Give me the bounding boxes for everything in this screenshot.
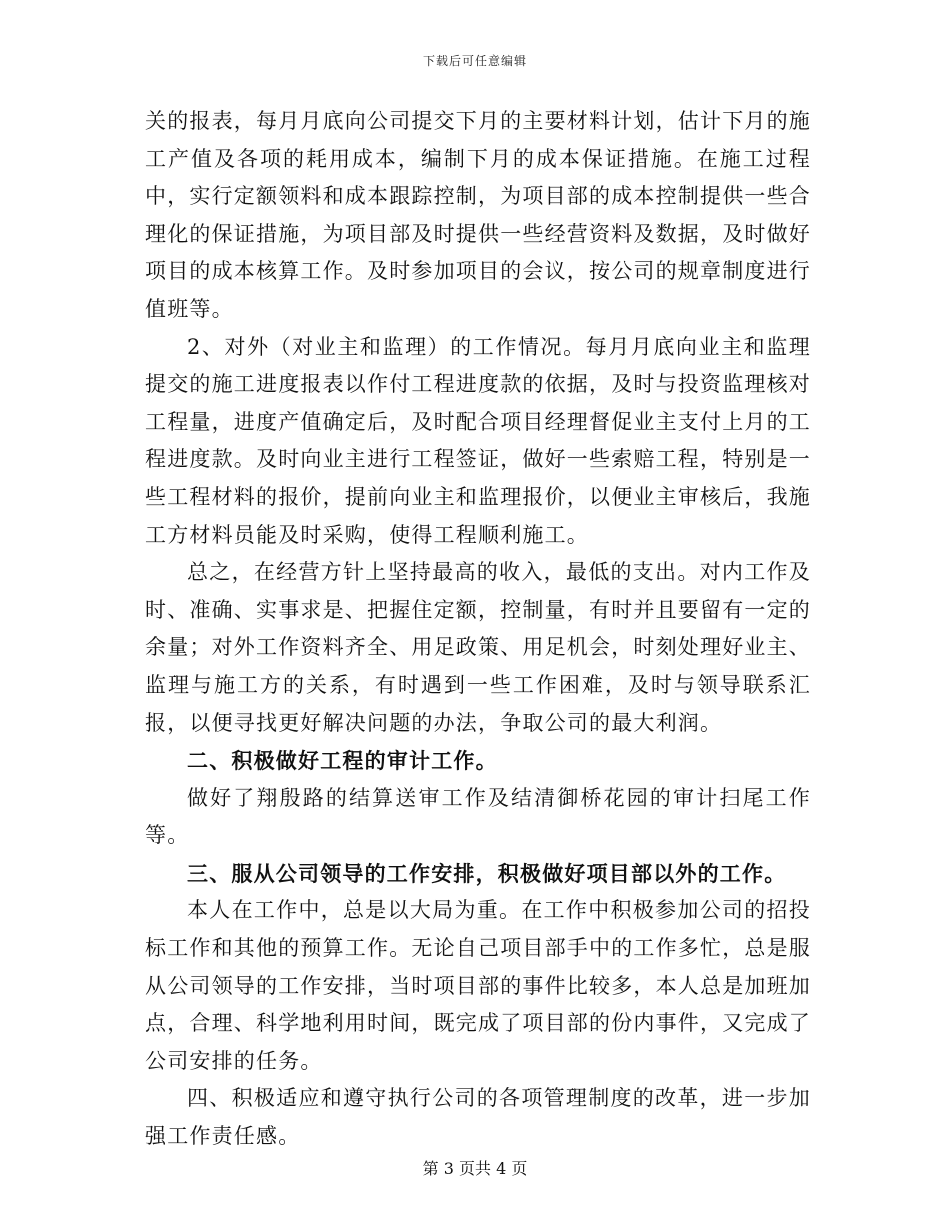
paragraph-reform: 四、积极适应和遵守执行公司的各项管理制度的改革，进一步加强工作责任感。 (145, 1086, 811, 1149)
page-header: 下载后可任意编辑 (422, 54, 527, 68)
section-heading-audit: 二、积极做好工程的审计工作。 (187, 748, 498, 774)
section-heading-obey: 三、服从公司领导的工作安排，积极做好项目部以外的工作。 (187, 860, 787, 886)
paragraph-continued: 关的报表，每月月底向公司提交下月的主要材料计划，估计下月的施工产值及各项的耗用成本，编制下月的成本保证措施。在施工过程中，实行定额领料和成本跟踪控制，为项目部的成本控制提供一些合理化的保证措施，为项目部及时提供一些经营资料及数据，及时做好项目的成本核算工作。及时参加项目的会议，按公司的规章制度进行值班等。 (145, 109, 811, 321)
paragraph-external-work: 2、对外（对业主和监理）的工作情况。每月月底向业主和监理提交的施工进度报表以作付工程进度款的依据，及时与投资监理核对工程量，进度产值确定后，及时配合项目经理督促业主支付上月的工程进度款。及时向业主进行工程签证，做好一些索赔工程，特别是一些工程材料的报价，提前向业主和监理报价，以便业主审核后，我施工方材料员能及时采购，使得工程顺利施工。 (145, 334, 811, 547)
paragraph-summary: 总之，在经营方针上坚持最高的收入，最低的支出。对内工作及时、准确、实事求是、把握住定额，控制量，有时并且要留有一定的余量；对外工作资料齐全、用足政策、用足机会，时刻处理好业主、监理与施工方的关系，有时遇到一些工作困难，及时与领导联系汇报，以便寻找更好解决问题的办法，争取公司的最大利润。 (145, 560, 811, 735)
document-body (145, 103, 811, 1156)
paragraph-audit: 做好了翔殷路的结算送审工作及结清御桥花园的审计扫尾工作等。 (145, 785, 811, 848)
paragraph-obey: 本人在工作中，总是以大局为重。在工作中积极参加公司的招投标工作和其他的预算工作。无论自己项目部手中的工作多忙，总是服从公司领导的工作安排，当时项目部的事件比较多，本人总是加班加点，合理、科学地利用时间，既完成了项目部的份内事件，又完成了公司安排的任务。 (145, 898, 811, 1073)
page-footer: 第 3 页共 4 页 (422, 1159, 528, 1178)
